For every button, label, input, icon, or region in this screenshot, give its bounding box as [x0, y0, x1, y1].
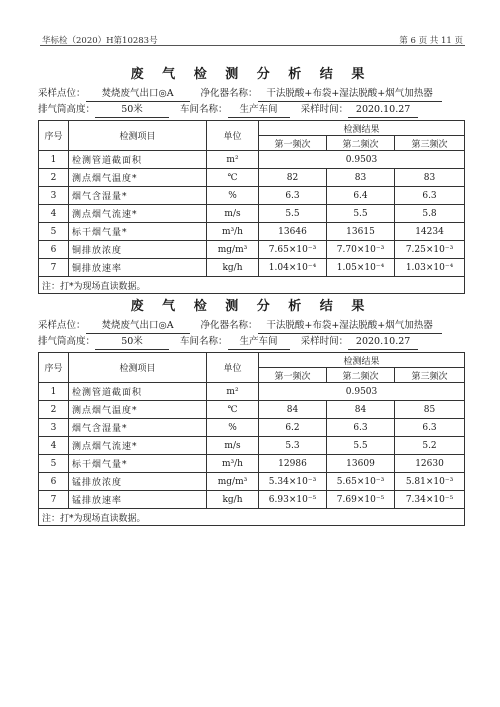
- row-unit: mg/m³: [207, 241, 259, 259]
- results-table: [38, 120, 465, 294]
- row-item: 测点烟气温度*: [69, 169, 207, 187]
- table-row: [39, 223, 465, 241]
- row-seq: 2: [39, 169, 69, 187]
- col-r1: 第一频次: [259, 368, 327, 383]
- row-value-1: 82: [259, 169, 327, 187]
- row-value-2: 5.5: [327, 437, 395, 455]
- row-value-1: 7.65×10⁻³: [259, 241, 327, 259]
- purifier-label: 净化器名称：: [200, 88, 258, 99]
- row-value-1: 1.04×10⁻⁴: [259, 259, 327, 277]
- row-seq: 6: [39, 473, 69, 491]
- row-item: 标干烟气量*: [69, 223, 207, 241]
- row-value-1: 6.93×10⁻⁵: [259, 491, 327, 509]
- row-value-3: 14234: [395, 223, 465, 241]
- table-row: [39, 491, 465, 509]
- table-row: [39, 169, 465, 187]
- row-value-2: 1.05×10⁻⁴: [327, 259, 395, 277]
- row-value-2: 5.65×10⁻³: [327, 473, 395, 491]
- row-value-1: 5.34×10⁻³: [259, 473, 327, 491]
- row-item: 标干烟气量*: [69, 455, 207, 473]
- row-value-1: 5.3: [259, 437, 327, 455]
- sampling-point-label: 采样点位：: [38, 88, 86, 99]
- analysis-section-1: [38, 66, 464, 294]
- purifier-label: 净化器名称：: [200, 320, 258, 331]
- row-unit: ℃: [207, 169, 259, 187]
- section-title: 废 气 检 测 分 析 结 果: [130, 67, 372, 82]
- table-row: [39, 401, 465, 419]
- row-item: 烟气含湿量*: [69, 187, 207, 205]
- report-number: 华标检（2020）H第10283号: [42, 36, 158, 46]
- table-row: [39, 259, 465, 277]
- stack-height-label: 排气筒高度：: [38, 104, 96, 115]
- row-unit: m/s: [207, 205, 259, 223]
- row-unit: kg/h: [207, 491, 259, 509]
- row-seq: 7: [39, 259, 69, 277]
- row-item: 铜排放浓度: [69, 241, 207, 259]
- table-note: 注：打*为现场直读数据。: [39, 277, 465, 294]
- col-seq: 序号: [39, 121, 69, 151]
- row-value-3: 5.8: [395, 205, 465, 223]
- row-seq: 5: [39, 223, 69, 241]
- row-item: 测点烟气流速*: [69, 205, 207, 223]
- col-item: 检测项目: [69, 121, 207, 151]
- header-rule: [40, 45, 465, 46]
- table-row: [39, 383, 465, 401]
- meta-line-1: [38, 87, 464, 101]
- row-value-3: 7.34×10⁻⁵: [395, 491, 465, 509]
- col-results: 检测结果: [259, 353, 465, 368]
- row-value-1: 6.3: [259, 187, 327, 205]
- row-value-2: 5.5: [327, 205, 395, 223]
- row-value-1: 6.2: [259, 419, 327, 437]
- row-item: 检测管道截面积: [69, 151, 207, 169]
- col-r3: 第三频次: [395, 368, 465, 383]
- row-value-3: 83: [395, 169, 465, 187]
- row-value-1: 84: [259, 401, 327, 419]
- page-number: 第 6 页 共 11 页: [399, 36, 463, 46]
- table-row: [39, 205, 465, 223]
- row-seq: 7: [39, 491, 69, 509]
- section-title: 废 气 检 测 分 析 结 果: [130, 299, 372, 314]
- row-seq: 3: [39, 419, 69, 437]
- row-value-2: 13615: [327, 223, 395, 241]
- row-value-3: 5.2: [395, 437, 465, 455]
- row-value-3: 1.03×10⁻⁴: [395, 259, 465, 277]
- col-unit: 单位: [207, 353, 259, 383]
- row-value-3: 85: [395, 401, 465, 419]
- row-unit: %: [207, 419, 259, 437]
- row-item: 测点烟气温度*: [69, 401, 207, 419]
- row-value-3: 6.3: [395, 187, 465, 205]
- table-row: [39, 473, 465, 491]
- row-value-2: 7.69×10⁻⁵: [327, 491, 395, 509]
- meta-line-2: [38, 335, 464, 349]
- col-r2: 第二频次: [327, 368, 395, 383]
- row-unit: m/s: [207, 437, 259, 455]
- stack-height-label: 排气筒高度：: [38, 336, 96, 347]
- row-value-2: 13609: [327, 455, 395, 473]
- row-value-2: 6.3: [327, 419, 395, 437]
- workshop-label: 车间名称：: [180, 104, 228, 115]
- row-item: 铜排放速率: [69, 259, 207, 277]
- table-row: [39, 419, 465, 437]
- col-item: 检测项目: [69, 353, 207, 383]
- table-row: [39, 437, 465, 455]
- row-item: 检测管道截面积: [69, 383, 207, 401]
- table-row: [39, 187, 465, 205]
- row-value-1: 5.5: [259, 205, 327, 223]
- purifier-value: 干法脱酸+布袋+湿法脱酸+烟气加热器: [258, 87, 442, 102]
- row-seq: 6: [39, 241, 69, 259]
- row-value-3: 6.3: [395, 419, 465, 437]
- sampling-point-value: 焚烧废气出口◎A: [86, 87, 190, 102]
- row-seq: 1: [39, 383, 69, 401]
- row-unit: ℃: [207, 401, 259, 419]
- row-seq: 3: [39, 187, 69, 205]
- row-value-3: 7.25×10⁻³: [395, 241, 465, 259]
- row-value-1: 12986: [259, 455, 327, 473]
- sampling-time-value: 2020.10.27: [348, 103, 418, 118]
- row-seq: 1: [39, 151, 69, 169]
- col-results: 检测结果: [259, 121, 465, 136]
- row-seq: 4: [39, 437, 69, 455]
- sampling-time-value: 2020.10.27: [348, 335, 418, 350]
- row-value-3: 5.81×10⁻³: [395, 473, 465, 491]
- row-value-3: 12630: [395, 455, 465, 473]
- row-item: 测点烟气流速*: [69, 437, 207, 455]
- stack-height-value: 50米: [95, 335, 169, 350]
- sampling-time-label: 采样时间：: [300, 336, 349, 347]
- sampling-time-label: 采样时间：: [300, 104, 349, 115]
- table-row: [39, 151, 465, 169]
- row-unit: m³/h: [207, 455, 259, 473]
- row-value-2: 83: [327, 169, 395, 187]
- stack-height-value: 50米: [95, 103, 169, 118]
- col-seq: 序号: [39, 353, 69, 383]
- col-r1: 第一频次: [259, 136, 327, 151]
- sampling-point-value: 焚烧废气出口◎A: [86, 319, 190, 334]
- sampling-point-label: 采样点位：: [38, 320, 86, 331]
- row-seq: 5: [39, 455, 69, 473]
- row-unit: kg/h: [207, 259, 259, 277]
- row-value-1: 13646: [259, 223, 327, 241]
- page-header: [40, 32, 465, 46]
- row-value-2: 7.70×10⁻³: [327, 241, 395, 259]
- row-unit: m²: [207, 151, 259, 169]
- row-value-2: 84: [327, 401, 395, 419]
- row-item: 锰排放浓度: [69, 473, 207, 491]
- table-row: [39, 241, 465, 259]
- workshop-label: 车间名称：: [180, 336, 228, 347]
- row-item: 锰排放速率: [69, 491, 207, 509]
- col-r3: 第三频次: [395, 136, 465, 151]
- workshop-value: 生产车间: [228, 335, 290, 350]
- table-row: [39, 455, 465, 473]
- purifier-value: 干法脱酸+布袋+湿法脱酸+烟气加热器: [258, 319, 442, 334]
- analysis-section-2: [38, 298, 464, 526]
- meta-line-1: [38, 319, 464, 333]
- row-unit: m²: [207, 383, 259, 401]
- row-unit: %: [207, 187, 259, 205]
- workshop-value: 生产车间: [228, 103, 290, 118]
- row-value-merged: 0.9503: [259, 151, 465, 169]
- meta-line-2: [38, 103, 464, 117]
- row-seq: 2: [39, 401, 69, 419]
- row-unit: m³/h: [207, 223, 259, 241]
- row-unit: mg/m³: [207, 473, 259, 491]
- table-note: 注：打*为现场直读数据。: [39, 509, 465, 526]
- col-unit: 单位: [207, 121, 259, 151]
- results-table: [38, 352, 465, 526]
- row-seq: 4: [39, 205, 69, 223]
- row-value-2: 6.4: [327, 187, 395, 205]
- row-item: 烟气含湿量*: [69, 419, 207, 437]
- row-value-merged: 0.9503: [259, 383, 465, 401]
- col-r2: 第二频次: [327, 136, 395, 151]
